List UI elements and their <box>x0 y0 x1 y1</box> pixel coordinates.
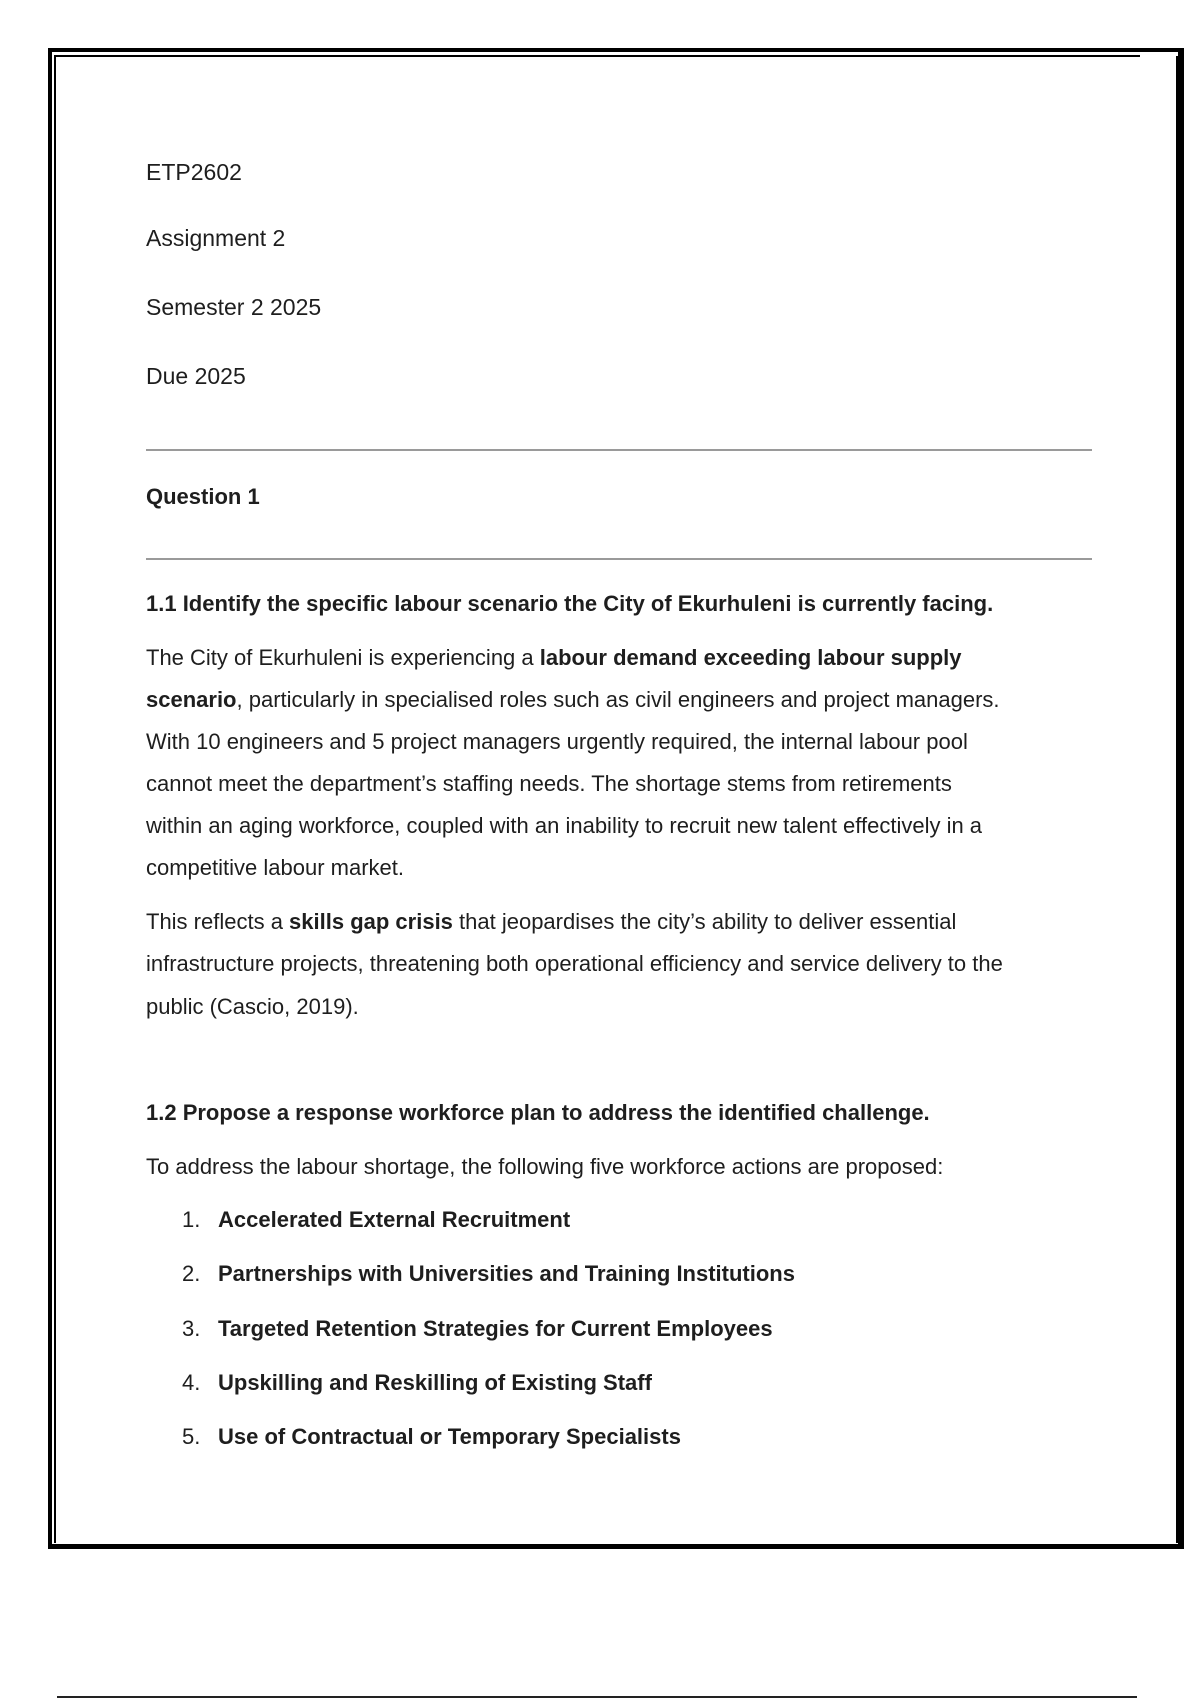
list-number: 1. <box>182 1207 201 1232</box>
paragraph-1-line-1 <box>146 645 962 671</box>
text-run: , particularly in specialised roles such as civil engineers and project managers. <box>236 687 1000 712</box>
paragraph-1-line-6: competitive labour market. <box>146 855 404 880</box>
paragraph-1-line-4: cannot meet the department’s staffing needs. The shortage stems from retirements <box>146 771 952 796</box>
paragraph-2-line-3: public (Cascio, 2019). <box>146 994 359 1019</box>
page-border-inner-right <box>1176 56 1178 1543</box>
next-page-top-border <box>57 1696 1137 1698</box>
divider-top <box>146 449 1092 451</box>
assignment-label: Assignment 2 <box>146 225 286 251</box>
paragraph-1-line-2 <box>146 687 1000 713</box>
list-item-text: Use of Contractual or Temporary Specialists <box>218 1424 681 1449</box>
course-code: ETP2602 <box>146 159 242 185</box>
list-number: 3. <box>182 1316 201 1341</box>
text-run: This reflects a <box>146 909 290 934</box>
paragraph-1-line-3: With 10 engineers and 5 project managers urgently required, the internal labour pool <box>146 729 968 754</box>
text-run: that jeopardises the city’s ability to deliver essential <box>452 909 957 934</box>
emphasis-text: labour demand exceeding labour supply <box>539 645 962 670</box>
paragraph-2-line-2: infrastructure projects, threatening both operational efficiency and service delivery to the <box>146 951 1003 976</box>
paragraph-2-line-1 <box>146 909 956 935</box>
list-number: 2. <box>182 1261 201 1286</box>
list-number: 4. <box>182 1370 201 1395</box>
section-1-1-heading: 1.1 Identify the specific labour scenario the City of Ekurhuleni is currently facing. <box>146 591 994 616</box>
list-item-text: Partnerships with Universities and Training Institutions <box>218 1261 795 1286</box>
emphasis-text: skills gap crisis <box>289 909 453 934</box>
paragraph-1-line-5: within an aging workforce, coupled with an inability to recruit new talent effectively in a <box>146 813 983 838</box>
emphasis-text: scenario <box>146 687 237 712</box>
question-title: Question 1 <box>146 484 260 509</box>
list-item-text: Accelerated External Recruitment <box>218 1207 571 1232</box>
text-run: The City of Ekurhuleni is experiencing a <box>146 645 540 670</box>
list-number: 5. <box>182 1424 201 1449</box>
divider-bottom <box>146 558 1092 560</box>
section-1-2-heading: 1.2 Propose a response workforce plan to address the identified challenge. <box>146 1100 930 1125</box>
due-label: Due 2025 <box>146 363 246 389</box>
semester-label: Semester 2 2025 <box>146 294 322 320</box>
list-item-text: Targeted Retention Strategies for Current Employees <box>218 1316 773 1341</box>
list-item-text: Upskilling and Reskilling of Existing Staff <box>218 1370 652 1395</box>
section-1-2-intro: To address the labour shortage, the following five workforce actions are proposed: <box>146 1154 944 1179</box>
